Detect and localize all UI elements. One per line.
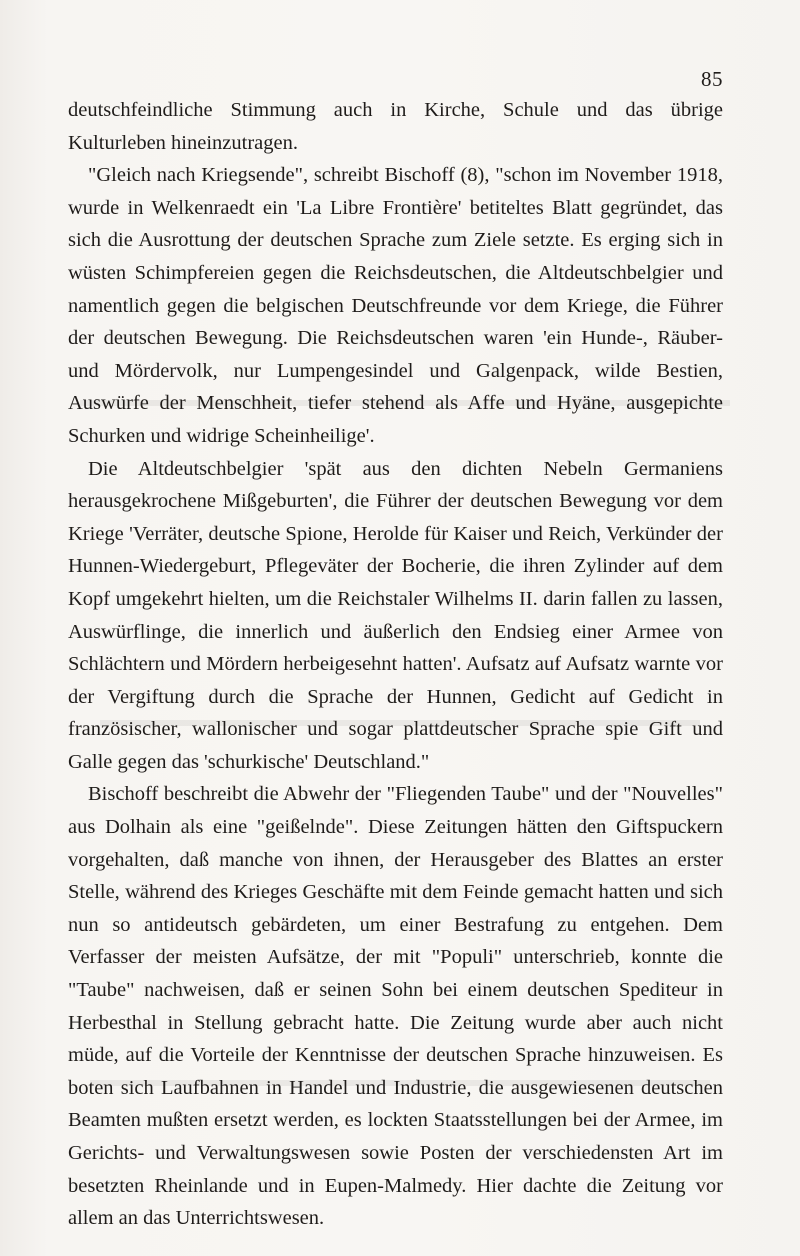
paragraph-1: deutschfeindliche Stimmung auch in Kirche, Schule und das übrige Kulturleben hineinzutragen. [68,99,723,154]
paragraph-2: "Gleich nach Kriegsende", schreibt Bischoff (8), "schon im November 1918, wurde in Welkenraedt ein 'La Libre Frontière' betiteltes Blatt gegründet, das sich die Ausrottung der deutschen Sprache zum Ziele setzte. Es erging sich in wüsten Schimpfereien gegen die Reichsdeutschen, die Altdeutschbelgier und namentlich gegen die belgischen Deutschfreunde vor dem Kriege, die Führer der deutschen Bewegung. Die Reichsdeutschen waren 'ein Hunde-, Räuber- und Mördervolk, nur Lumpengesindel und Galgenpack, wilde Bestien, Auswürfe der Menschheit, tiefer stehend als Affe und Hyäne, ausgepichte Schurken und widrige Scheinheilige'. [68,164,723,447]
paragraph-4: Bischoff beschreibt die Abwehr der "Fliegenden Taube" und der "Nouvelles" aus Dolhain als eine "geißelnde". Diese Zeitungen hätten den Giftspuckern vorgehalten, daß manche von ihnen, der Herausgeber des Blattes an erster Stelle, während des Krieges Geschäfte mit dem Feinde gemacht hatten und sich nun so antideutsch gebärdeten, um einer Bestrafung zu entgehen. Dem Verfasser der meisten Aufsätze, der mit "Populi" unterschrieb, konnte die "Taube" nachweisen, daß er seinen Sohn bei einem deutschen Spediteur in Herbesthal in Stellung gebracht hatte. Die Zeitung wurde aber auch nicht müde, auf die Vorteile der Kenntnisse der deutschen Sprache hinzuweisen. Es boten sich Laufbahnen in Handel und Industrie, die ausgewiesenen deutschen Beamten mußten ersetzt werden, es lockten Staatsstellungen bei der Armee, im Gerichts- und Verwaltungswesen sowie Posten der verschiedensten Art im besetzten Rheinlande und in Eupen-Malmedy. Hier dachte die Zeitung vor allem an das Unterrichtswesen. [68,783,723,1230]
paragraph-3: Die Altdeutschbelgier 'spät aus den dichten Nebeln Germaniens herausgekrochene Mißgeburten', die Führer der deutschen Bewegung vor dem Kriege 'Verräter, deutsche Spione, Herolde für Kaiser und Reich, Verkünder der Hunnen-Wiedergeburt, Pflegeväter der Bocherie, die ihren Zylinder auf dem Kopf umgekehrt hielten, um die Reichstaler Wilhelms II. darin fallen zu lassen, Auswürflinge, die innerlich und äußerlich den Endsieg einer Armee von Schlächtern und Mördern herbeigesehnt hatten'. Aufsatz auf Aufsatz warnte vor der Vergiftung durch die Sprache der Hunnen, Gedicht auf Gedicht in französischer, wallonischer und sogar plattdeutscher Sprache spie Gift und Galle gegen das 'schurkische' Deutschland." [68,457,723,773]
body-text [68,94,723,1235]
page-number: 85 [701,67,723,91]
